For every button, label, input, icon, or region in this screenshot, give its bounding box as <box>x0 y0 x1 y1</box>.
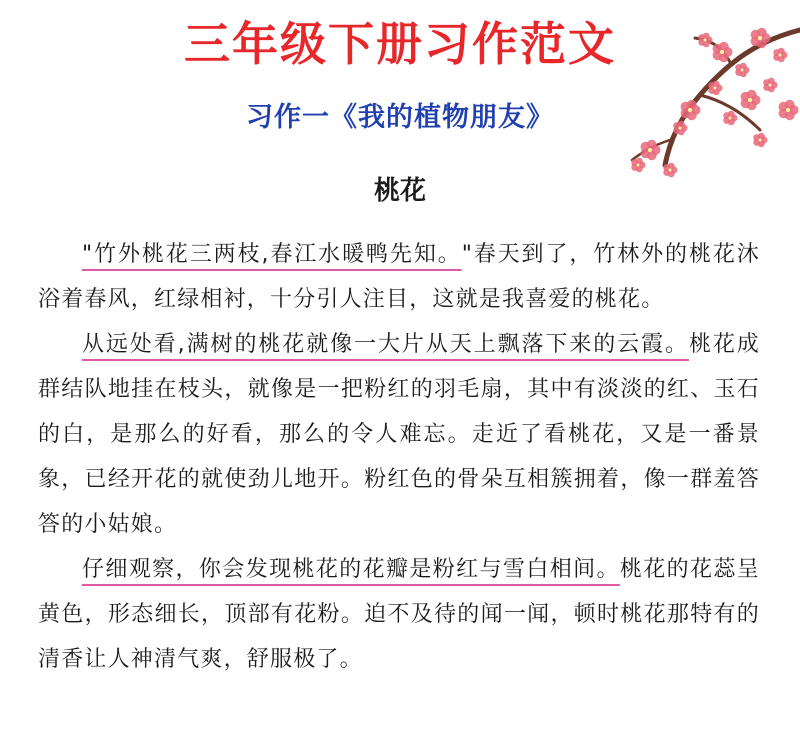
paragraph-text: 桃花成群结队地挂在枝头，就像是一把粉红的羽毛扇，其中有淡淡的红、玉石的白，是那么的好看，那么的令人难忘。走近了看桃花，又是一番景象，已经开花的就使劲儿地开。粉红色的骨朵互相簇拥着，像一群羞答答的小姑娘。 <box>38 332 760 537</box>
main-title: 三年级下册习作范文 <box>184 17 616 71</box>
highlighted-sentence: 从远处看,满树的桃花就像一大片从天上飘落下来的云霞。 <box>82 332 689 357</box>
blossom-flower <box>641 140 661 160</box>
highlighted-sentence: "竹外桃花三两枝,春江水暖鸭先知。 <box>82 242 462 267</box>
essay-paragraph-3 <box>38 547 761 672</box>
blossom-flower <box>763 78 777 93</box>
paragraph-text: "春天到了，竹林外的桃花沐浴着春风，红绿相衬，十分引人注目，这就是我喜爱的桃花。 <box>38 242 760 312</box>
highlighted-sentence: 仔细观察，你会发现桃花的花瓣是粉红与雪白相间。 <box>82 557 620 582</box>
sub-title: 习作一《我的植物朋友》 <box>246 102 554 133</box>
essay-body <box>38 232 761 672</box>
essay-paragraph-1 <box>38 232 760 322</box>
paragraph-text: 桃花的花蕊呈黄色，形态细长，顶部有花粉。迫不及待的闻一闻，顿时桃花那特有的清香让人神清气爽，舒服极了。 <box>38 557 761 672</box>
essay-title: 桃花 <box>373 176 426 206</box>
blossom-flower <box>753 133 767 148</box>
blossom-flower <box>708 81 722 96</box>
essay-paragraph-2 <box>38 322 760 547</box>
